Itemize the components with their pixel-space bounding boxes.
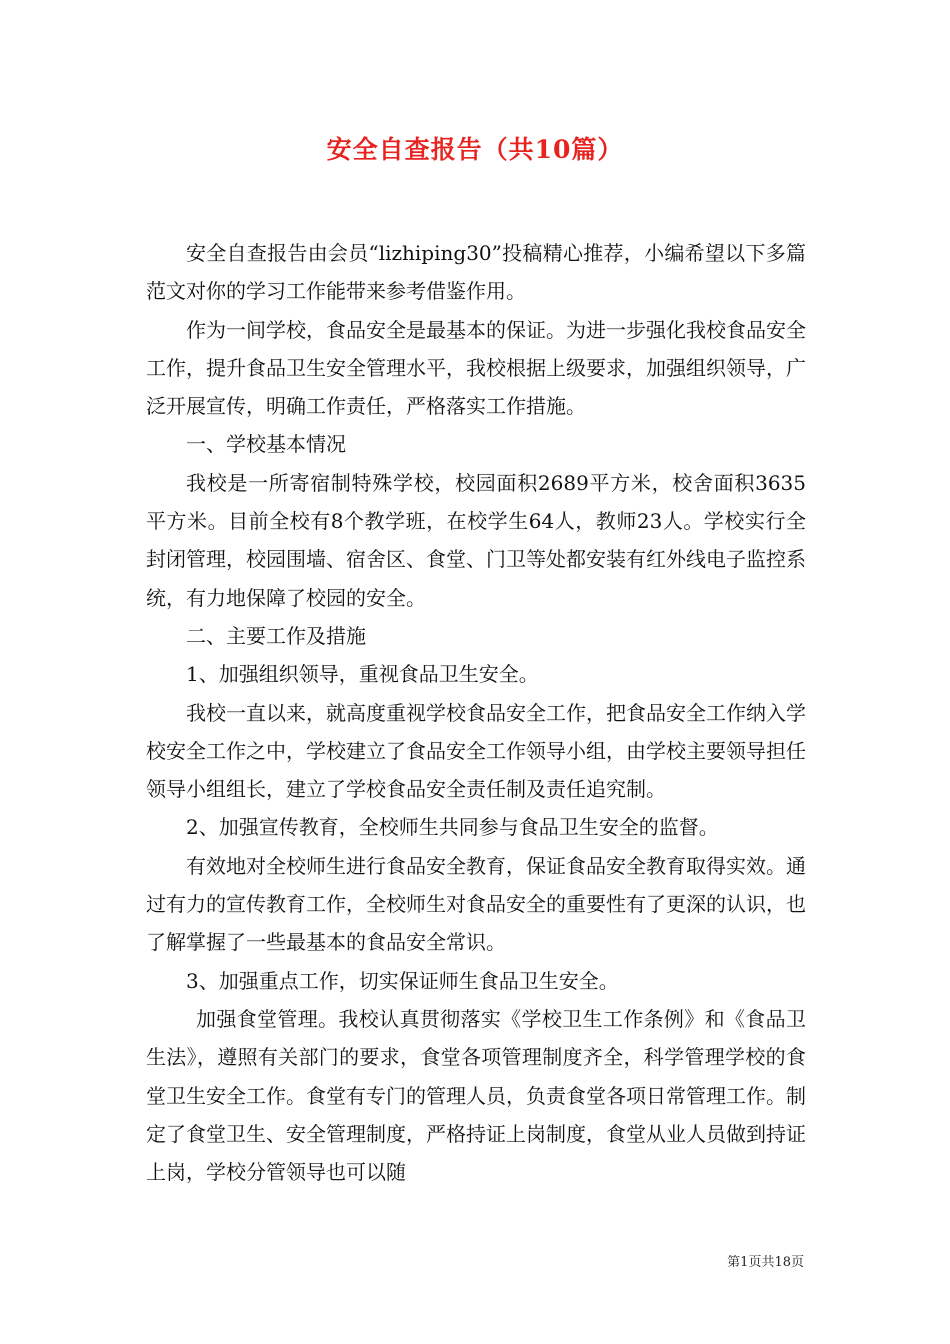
paragraph-education: 有效地对全校师生进行食品安全教育，保证食品安全教育取得实效。通过有力的宣传教育工作，全校师生对食品安全的重要性有了更深的认识，也了解掌握了一些最基本的食品安全常识。 — [146, 853, 806, 955]
paragraph-basic-info: 我校是一所寄宿制特殊学校，校园面积2689平方米，校舍面积3635平方米。目前全校有8个教学班，在校学生64人，教师23人。学校实行全封闭管理，校园围墙、宿舍区、食堂、门卫等处都安装有红外线电子监控系统，有力地保障了校园的安全。 — [146, 470, 806, 610]
paragraph-intro: 安全自查报告由会员“lizhiping30”投稿精心推荐，小编希望以下多篇范文对你的学习工作能带来参考借鉴作用。 — [146, 241, 806, 304]
paragraph-canteen: 加强食堂管理。我校认真贯彻落实《学校卫生工作条例》和《食品卫生法》，遵照有关部门的要求，食堂各项管理制度齐全，科学管理学校的食堂卫生安全工作。食堂有专门的管理人员，负责食堂各项日常管理工作。制定了食堂卫生、安全管理制度，严格持证上岗制度，食堂从业人员做到持证上岗，学校分管领导也可以随 — [146, 1006, 806, 1185]
section-heading-main-work: 二、主要工作及措施 — [186, 623, 366, 648]
paragraph-overview: 作为一间学校，食品安全是最基本的保证。为进一步强化我校食品安全工作，提升食品卫生安全管理水平，我校根据上级要求，加强组织领导，广泛开展宣传，明确工作责任，严格落实工作措施。 — [146, 317, 806, 419]
section-heading-basic-info: 一、学校基本情况 — [186, 432, 346, 457]
subheading-organization: 1、加强组织领导，重视食品卫生安全。 — [186, 662, 539, 687]
document-body — [146, 234, 806, 1191]
document-title: 安全自查报告（共10篇） — [326, 135, 624, 164]
page-number: 第1页共18页 — [727, 1255, 804, 1270]
paragraph-organization: 我校一直以来，就高度重视学校食品安全工作，把食品安全工作纳入学校安全工作之中，学校建立了食品安全工作领导小组，由学校主要领导担任领导小组组长，建立了学校食品安全责任制及责任追究制。 — [146, 700, 806, 802]
subheading-key-work: 3、加强重点工作，切实保证师生食品卫生安全。 — [186, 968, 619, 993]
subheading-education: 2、加强宣传教育，全校师生共同参与食品卫生安全的监督。 — [186, 815, 719, 840]
